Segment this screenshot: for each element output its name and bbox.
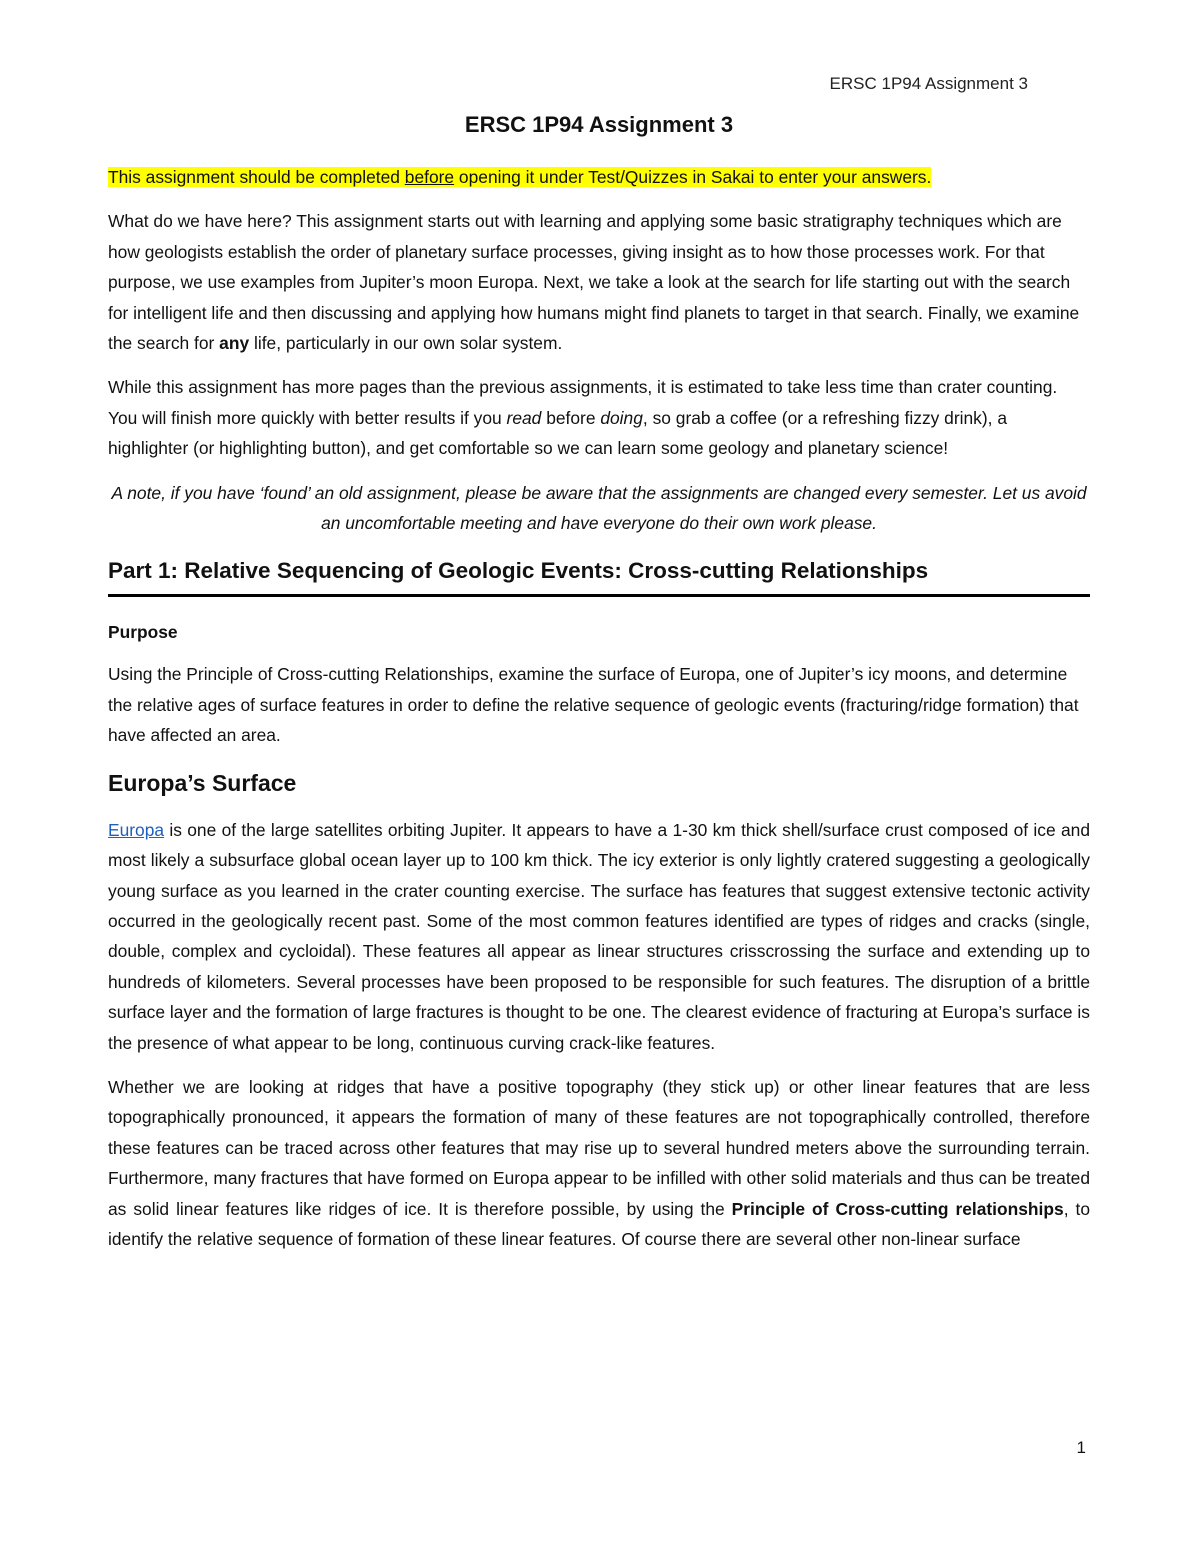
europa-paragraph-2-end: , to identify the relative sequence of formation of these linear features. Of course there are several other non-linear surface: [108, 1198, 1090, 1249]
intro-highlight: [108, 167, 931, 187]
document-title: ERSC 1P94 Assignment 3: [464, 112, 734, 137]
estimate-text-1: While this assignment has more pages than the previous assignments, it is estimated to take less time than crater counting. You will finish more quickly with better results if you: [108, 377, 1058, 428]
overview-bold-word: any: [219, 333, 250, 354]
europa-link[interactable]: Europa: [108, 819, 165, 840]
page-content: [108, 112, 1090, 1268]
intro-underlined-word: before: [404, 167, 455, 187]
overview-text-start: What do we have here? This assignment starts out with learning and applying some basic stratigraphy techniques which are how geologists establish the order of planetary surface processes, giving insight as to how those processes work. For that purpose, we use examples from Jupiter’s moon Europa. Next, we take a look at the search for life starting out with the search for intelligent life and then discussing and applying how humans might find planets to target in that search. Finally, we examine the search for: [108, 211, 1080, 354]
europa-paragraph-1: [108, 815, 1090, 1058]
part1-heading: Part 1: Relative Sequencing of Geologic Events: Cross-cutting Relationships: [108, 556, 1090, 597]
intro-notice: [108, 162, 1090, 192]
intro-text-end: opening it under Test/Quizzes in Sakai to enter your answers.: [454, 167, 932, 187]
estimate-paragraph: [108, 372, 1090, 463]
running-header: ERSC 1P94 Assignment 3: [829, 74, 1028, 93]
purpose-paragraph: Using the Principle of Cross-cutting Relationships, examine the surface of Europa, one of Jupiter’s icy moons, and determine the relative ages of surface features in order to define the relative sequence of geologic events (fracturing/ridge formation) that have affected an area.: [108, 664, 1079, 746]
principle-bold-text: Principle of Cross-cutting relationships: [731, 1198, 1064, 1219]
europa-heading: Europa’s Surface: [108, 769, 297, 796]
estimate-italic-read: read: [506, 407, 542, 428]
overview-paragraph: [108, 206, 1090, 358]
estimate-italic-doing: doing: [600, 407, 643, 428]
europa-paragraph-2-start: Whether we are looking at ridges that have a positive topography (they stick up) or other linear features that are less topographically pronounced, it appears the formation of many of these features are not topographically controlled, therefore these features can be traced across other features that may rise up to several hundred meters above the surrounding terrain. Furthermore, many fractures that have formed on Europa appear to be infilled with other solid materials and thus can be treated as solid linear features like ridges of ice. It is therefore possible, by using the: [108, 1076, 1090, 1219]
overview-text-end: life, particularly in our own solar system.: [249, 333, 563, 354]
intro-text-start: This assignment should be completed: [108, 167, 405, 187]
estimate-text-3: , so grab a coffee (or a refreshing fizzy drink), a highlighter (or highlighting button), and get comfortable so we can learn some geology and planetary science!: [108, 407, 1007, 459]
page-number: 1: [1076, 1438, 1086, 1457]
estimate-text-2: before: [541, 407, 601, 428]
europa-paragraph-1-text: is one of the large satellites orbiting Jupiter. It appears to have a 1-30 km thick shell/surface crust composed of ice and most likely a subsurface global ocean layer up to 100 km thick. The icy exterior is only lightly cratered suggesting a geologically young surface as you learned in the crater counting exercise. The surface has features that suggest extensive tectonic activity occurred in the geologically recent past. Some of the most common features identified are types of ridges and cracks (single, double, complex and cycloidal). These features all appear as linear structures crisscrossing the surface and extending up to hundreds of kilometers. Several processes have been proposed to be responsible for such features. The disruption of a brittle surface layer and the formation of large fractures is thought to be one. The clearest evidence of fracturing at Europa’s surface is the presence of what appear to be long, continuous curving crack-like features.: [108, 819, 1090, 1053]
europa-paragraph-2: [108, 1072, 1090, 1254]
purpose-label: Purpose: [108, 622, 178, 643]
integrity-note: A note, if you have ‘found’ an old assignment, please be aware that the assignments are changed every semester. Let us avoid an uncomfortable meeting and have everyone do their own work please.: [111, 482, 1087, 534]
